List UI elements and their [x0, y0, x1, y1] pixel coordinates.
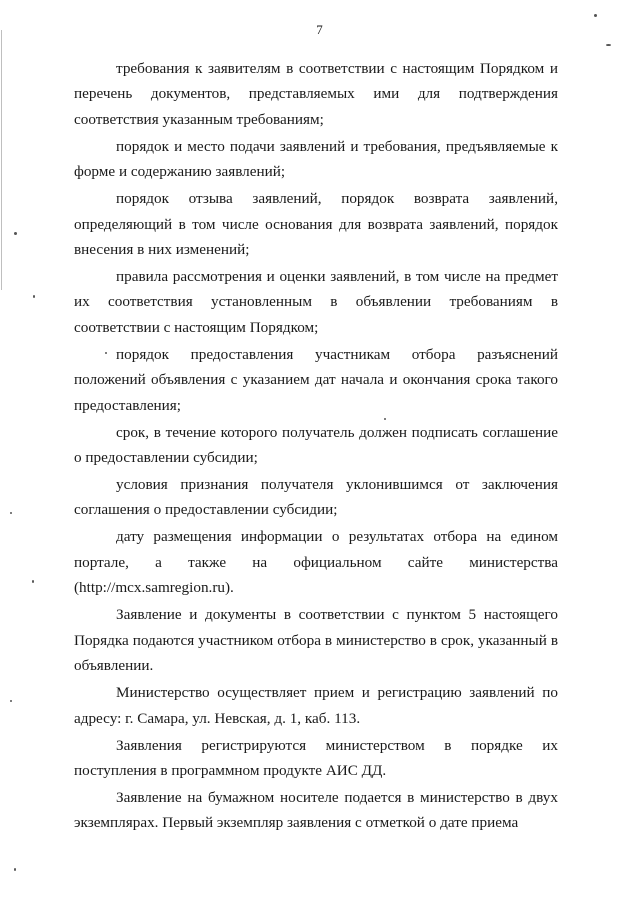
paragraph-evasion-conditions: условия признания получателя уклонившимся от заключения соглашения о предоставлении субсидии;	[74, 476, 558, 519]
paragraph-signing-deadline: срок, в течение которого получатель должен подписать соглашение о предоставлении субсидии;	[74, 423, 558, 467]
paragraph-paper-copies: Заявление на бумажном носителе подается в министерство в двух экземплярах. Первый экземпляр заявления с отметкой о дате приема	[74, 788, 558, 832]
scan-speck	[32, 580, 34, 583]
paragraph-registration: Заявления регистрируются министерством в порядке их поступления в программном продукте АИС ДД.	[74, 736, 558, 779]
document-body	[74, 56, 558, 837]
scan-speck	[10, 700, 12, 702]
paragraph-documents-submission: Заявление и документы в соответствии с пунктом 5 настоящего Порядка подаются участником отбора в министерство в срок, указанный в объявлении.	[74, 606, 558, 675]
paragraph-withdrawal-procedure: порядок отзыва заявлений, порядок возврата заявлений, определяющий в том числе основания для возврата заявлений, порядок внесения в них изменений;	[74, 190, 558, 259]
paragraph-requirements-for-applicants: требования к заявителям в соответствии с настоящим Порядком и перечень документов, представляемых ими для подтверждения соответствия указанным требованиям;	[74, 60, 558, 128]
scan-speck	[14, 232, 17, 235]
scan-speck	[105, 352, 107, 354]
scan-speck	[594, 14, 597, 17]
page-number: 7	[316, 22, 323, 37]
paragraph-reception-address: Министерство осуществляет прием и регистрацию заявлений по адресу: г. Самара, ул. Невская, д. 1, каб. 113.	[74, 684, 558, 727]
paragraph-evaluation-rules: правила рассмотрения и оценки заявлений, в том числе на предмет их соответствия установленным в объявлении требованиям в соответствии с настоящим Порядком;	[74, 268, 558, 336]
scan-speck	[10, 512, 12, 514]
scan-edge-line	[1, 30, 2, 290]
scan-speck	[14, 868, 16, 871]
paragraph-results-publication: дату размещения информации о результатах отбора на едином портале, а также на официальном сайте министерства (http://mcx.samregion.ru).	[74, 528, 558, 597]
scan-speck	[606, 44, 611, 46]
scan-speck	[384, 418, 386, 420]
paragraph-submission-procedure: порядок и место подачи заявлений и требования, предъявляемые к форме и содержанию заявлений;	[74, 137, 558, 181]
scan-speck	[33, 295, 35, 298]
paragraph-clarifications: порядок предоставления участникам отбора разъяснений положений объявления с указанием дат начала и окончания срока такого предоставления;	[74, 345, 558, 414]
